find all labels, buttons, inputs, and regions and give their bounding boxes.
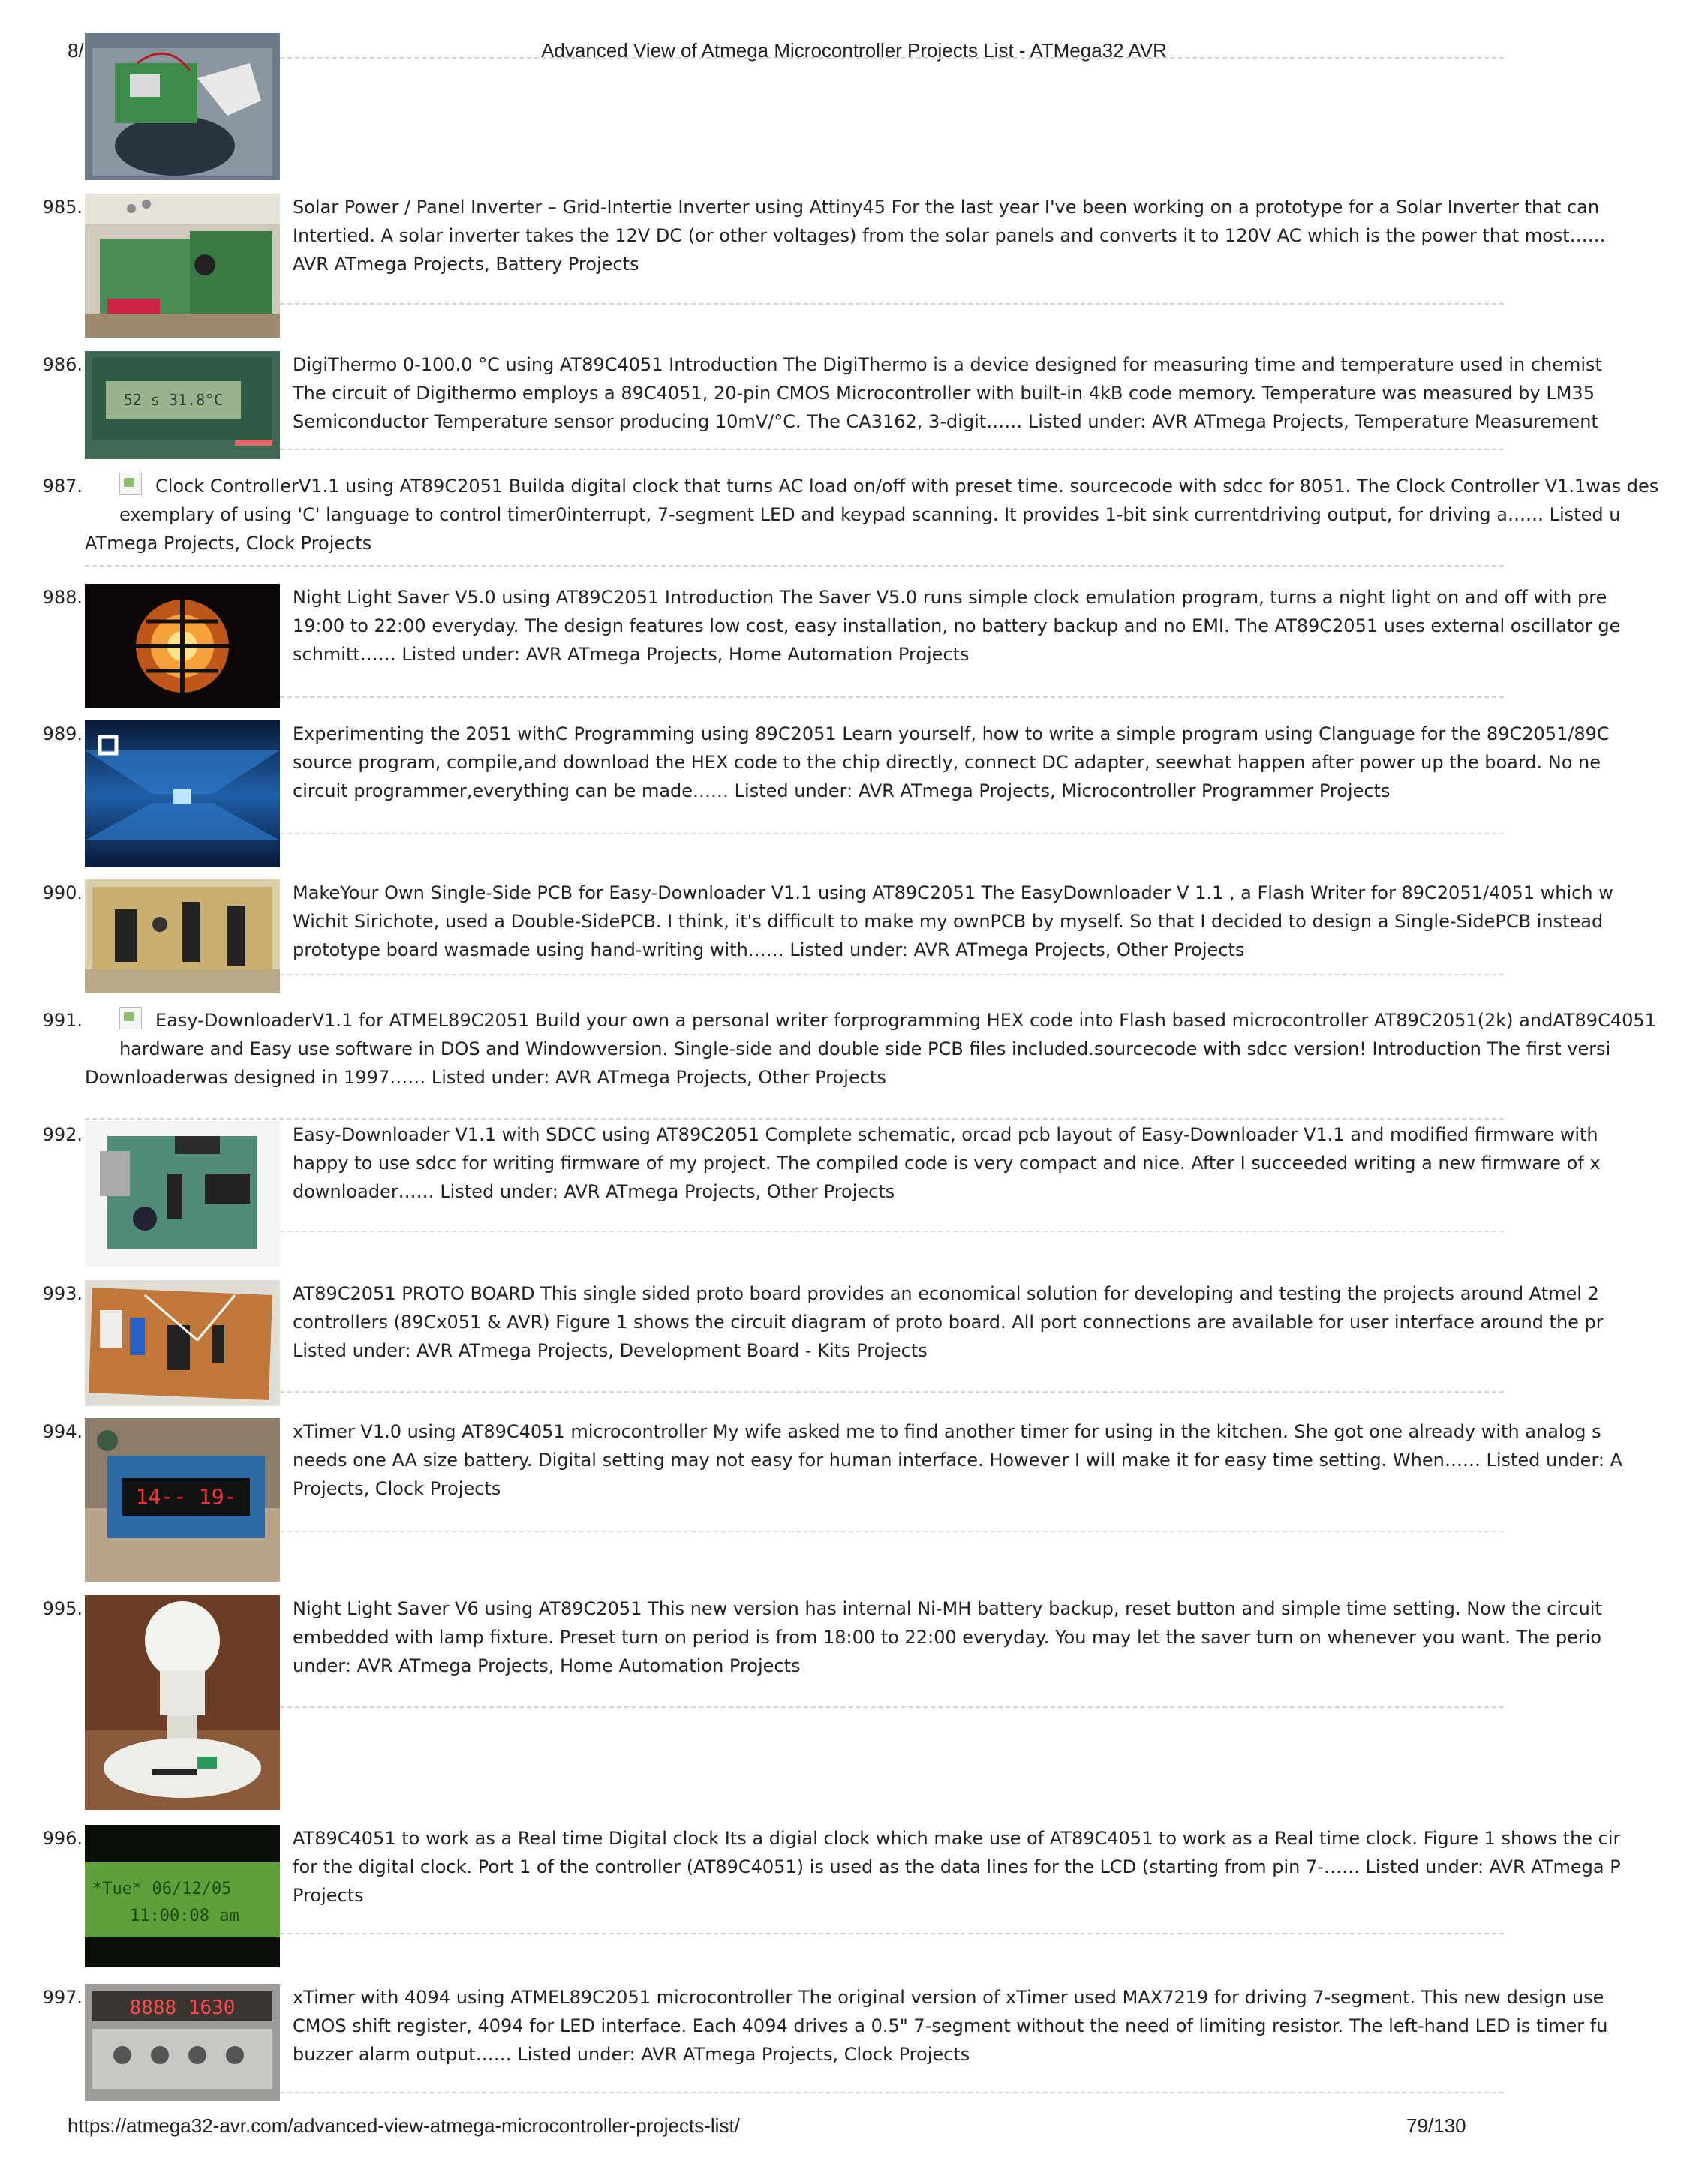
entry-categories[interactable]: downloader…… Listed under: AVR ATmega Projects, Other Projects [293,1181,895,1202]
entry-categories[interactable]: Projects [293,1885,364,1906]
entry-link[interactable]: Easy-DownloaderV1.1 for ATMEL89C2051 Build your own a personal writer forprogramming HEX code into Flash based microcontroller AT89C2051(2k) andAT89C4051 [155,1010,1656,1031]
entry-number: 989. [42,723,83,744]
xtimer-4094-thumbnail[interactable] [85,1984,280,2101]
entry-line: Intertied. A solar inverter takes the 12V DC (or other voltages) from the solar panels and converts it to 120V AC which is the power that most…… [293,225,1606,246]
entry-link[interactable]: AT89C4051 to work as a Real time Digital clock Its a digial clock which make use of AT89C4051 to work as a Real time clock. Figure 1 shows the cir [293,1828,1621,1849]
timer-display: 14-- 19- [135,1484,237,1509]
entry-link[interactable]: DigiThermo 0-100.0 °C using AT89C4051 Introduction The DigiThermo is a device designed for measuring time and temperature used in chemist [293,354,1602,375]
entry-number: 994. [42,1421,83,1442]
entry-number: 993. [42,1283,83,1304]
separator [280,57,1504,59]
separator [280,1391,1504,1393]
entry-line: exemplary of using 'C' language to control timer0interrupt, 7-segment LED and keypad scanning. It provides 1-bit sink currentdriving output, for driving a…… Listed u [119,504,1621,525]
entry-categories[interactable]: under: AVR ATmega Projects, Home Automation Projects [293,1655,801,1676]
digithermo-thumbnail[interactable] [85,351,280,459]
entry-number: 991. [42,1010,83,1031]
entry-text [293,1417,1623,1503]
single-side-pcb-thumbnail[interactable] [85,879,280,993]
page-number: 79/130 [1406,2114,1466,2137]
entry-line: hardware and Easy use software in DOS and Windowversion. Single-side and double side PCB files included.sourcecode with sdcc version! Introduction The first versi [119,1038,1611,1059]
separator [280,974,1504,975]
entry-number: 995. [42,1598,83,1619]
entry-line: embedded with lamp fixture. Preset turn on period is from 18:00 to 22:00 everyday. You may let the saver turn on whenever you want. The perio [293,1627,1602,1648]
entry-text [293,583,1621,669]
separator [280,1231,1504,1232]
entry-categories[interactable]: prototype board wasmade using hand-writing with…… Listed under: AVR ATmega Projects, Other Projects [293,939,1245,960]
entry-link[interactable]: xTimer with 4094 using ATMEL89C2051 microcontroller The original version of xTimer used MAX7219 for driving 7-segment. This new design use [293,1987,1604,2008]
entry-number: 987. [42,476,83,497]
entry-link[interactable]: Easy-Downloader V1.1 with SDCC using AT89C2051 Complete schematic, orcad pcb layout of Easy-Downloader V1.1 and modified firmware with [293,1124,1598,1145]
entry-categories[interactable]: circuit programmer,everything can be made…… Listed under: AVR ATmega Projects, Microcontroller Programmer Projects [293,780,1391,801]
entry-line: happy to use sdcc for writing firmware of my project. The compiled code is very compact and nice. After I succeeded writing a new firmware of x [293,1153,1601,1174]
broken-image-icon [119,1007,142,1029]
lcd-line-1: *Tue* 06/12/05 [92,1880,232,1898]
entry-text [293,879,1613,964]
entry-text [85,1006,1656,1092]
entry-text [293,350,1602,436]
entry-categories[interactable]: Listed under: AVR ATmega Projects, Development Board - Kits Projects [293,1340,928,1361]
lamp-saver-thumbnail[interactable] [85,1595,280,1810]
c-programming-thumbnail[interactable] [85,720,280,867]
entry-text [293,1279,1604,1365]
entry-line: controllers (89Cx051 & AVR) Figure 1 shows the circuit diagram of proto board. All port connections are available for user interface around the pr [293,1312,1604,1333]
entry-categories[interactable]: Semiconductor Temperature sensor producing 10mV/°C. The CA3162, 3-digit…… Listed under: AVR ATmega Projects, Temperature Measurement [293,411,1598,432]
digital-clock-lcd-thumbnail[interactable] [85,1825,280,1967]
entry-line: for the digital clock. Port 1 of the controller (AT89C4051) is used as the data lines for the LCD (starting from pin 7-…… Listed under: AVR ATmega P [293,1856,1621,1877]
lcd-reading: 52 s 31.8°C [123,391,224,409]
entry-number: 986. [42,354,83,375]
inverter-board-thumbnail[interactable] [85,194,280,338]
entry-link[interactable]: Clock ControllerV1.1 using AT89C2051 Builda digital clock that turns AC load on/off with preset time. sourcecode with sdcc for 8051. The Clock Controller V1.1was des [155,476,1659,497]
entry-text [293,720,1610,805]
entry-number: 992. [42,1124,83,1145]
entry-text [293,1983,1608,2069]
footer-url[interactable]: https://atmega32-avr.com/advanced-view-atmega-microcontroller-projects-list/ [68,2114,740,2137]
separator [280,1706,1504,1708]
separator [280,1933,1504,1934]
entry-link[interactable]: Night Light Saver V5.0 using AT89C2051 Introduction The Saver V5.0 runs simple clock emulation program, turns a night light on and off with pre [293,587,1607,608]
entry-categories[interactable]: Projects, Clock Projects [293,1478,501,1499]
entry-number: 988. [42,587,83,608]
entry-categories[interactable]: schmitt…… Listed under: AVR ATmega Projects, Home Automation Projects [293,644,970,665]
broken-image-icon [119,473,142,495]
entry-link[interactable]: Night Light Saver V6 using AT89C2051 This new version has internal Ni-MH battery backup, reset button and simple time setting. Now the circuit [293,1598,1602,1619]
entry-categories[interactable]: AVR ATmega Projects, Battery Projects [293,254,639,275]
entry-link[interactable]: Solar Power / Panel Inverter – Grid-Intertie Inverter using Attiny45 For the last year I've been working on a prototype for a Solar Inverter that can [293,197,1600,218]
header-date: 8/ [68,39,84,62]
lcd-line-2: 11:00:08 am [130,1907,239,1925]
separator [280,833,1504,834]
entry-link[interactable]: xTimer V1.0 using AT89C4051 microcontroller My wife asked me to find another timer for using in the kitchen. She got one already with analog s [293,1421,1601,1442]
entry-number: 996. [42,1828,83,1849]
entry-line: needs one AA size battery. Digital setting may not easy for human interface. However I will make it for easy time setting. When…… Listed under: A [293,1450,1623,1471]
separator [85,1118,1504,1120]
entry-line: Wichit Sirichote, used a Double-SidePCB. I think, it's difficult to make my ownPCB by myself. So that I decided to design a Single-SidePCB instead [293,911,1604,932]
entry-line: source program, compile,and download the HEX code to the chip directly, connect DC adapter, seewhat happen after power up the board. No ne [293,752,1601,773]
separator [280,2092,1504,2093]
robot-thumbnail[interactable] [85,33,280,180]
entry-line: The circuit of Digithermo employs a 89C4051, 20-pin CMOS Microcontroller with built-in 4kB code memory. Temperature was measured by LM35 [293,383,1595,404]
entry-number: 997. [42,1987,83,2008]
entry-line: CMOS shift register, 4094 for LED interface. Each 4094 drives a 0.5" 7-segment without the need of limiting resistor. The left-hand LED is timer fu [293,2015,1608,2036]
xtimer-thumbnail[interactable] [85,1418,280,1582]
separator [280,696,1504,698]
separator [280,303,1504,305]
page-title: Advanced View of Atmega Microcontroller Projects List - ATMega32 AVR [541,39,1167,62]
entry-link[interactable]: MakeYour Own Single-Side PCB for Easy-Downloader V1.1 using AT89C2051 The EasyDownloader V 1.1 , a Flash Writer for 89C2051/4051 which w [293,882,1613,903]
separator [85,565,1504,567]
entry-text [293,1594,1602,1680]
entry-link[interactable]: AT89C2051 PROTO BOARD This single sided proto board provides an economical solution for developing and testing the projects around Atmel 2 [293,1283,1599,1304]
entry-number: 990. [42,882,83,903]
separator [280,1531,1504,1532]
separator [280,449,1504,450]
proto-board-thumbnail[interactable] [85,1280,280,1406]
entry-text [85,472,1659,558]
entry-number: 985. [42,197,83,218]
night-light-thumbnail[interactable] [85,584,280,708]
entry-text [293,1824,1621,1910]
easy-downloader-thumbnail[interactable] [85,1121,280,1267]
entry-categories[interactable]: Downloaderwas designed in 1997…… Listed under: AVR ATmega Projects, Other Projects [85,1067,886,1088]
timer-4094-display: 8888 1630 [129,1997,236,2019]
entry-categories[interactable]: buzzer alarm output…… Listed under: AVR ATmega Projects, Clock Projects [293,2044,970,2065]
entry-link[interactable]: Experimenting the 2051 withC Programming using 89C2051 Learn yourself, how to write a simple program using Clanguage for the 89C2051/89C [293,723,1610,744]
entry-text [293,1120,1601,1206]
entry-categories[interactable]: ATmega Projects, Clock Projects [85,533,372,554]
entry-text [293,193,1606,278]
entry-line: 19:00 to 22:00 everyday. The design features low cost, easy installation, no battery backup and no EMI. The AT89C2051 uses external oscillator ge [293,615,1621,636]
